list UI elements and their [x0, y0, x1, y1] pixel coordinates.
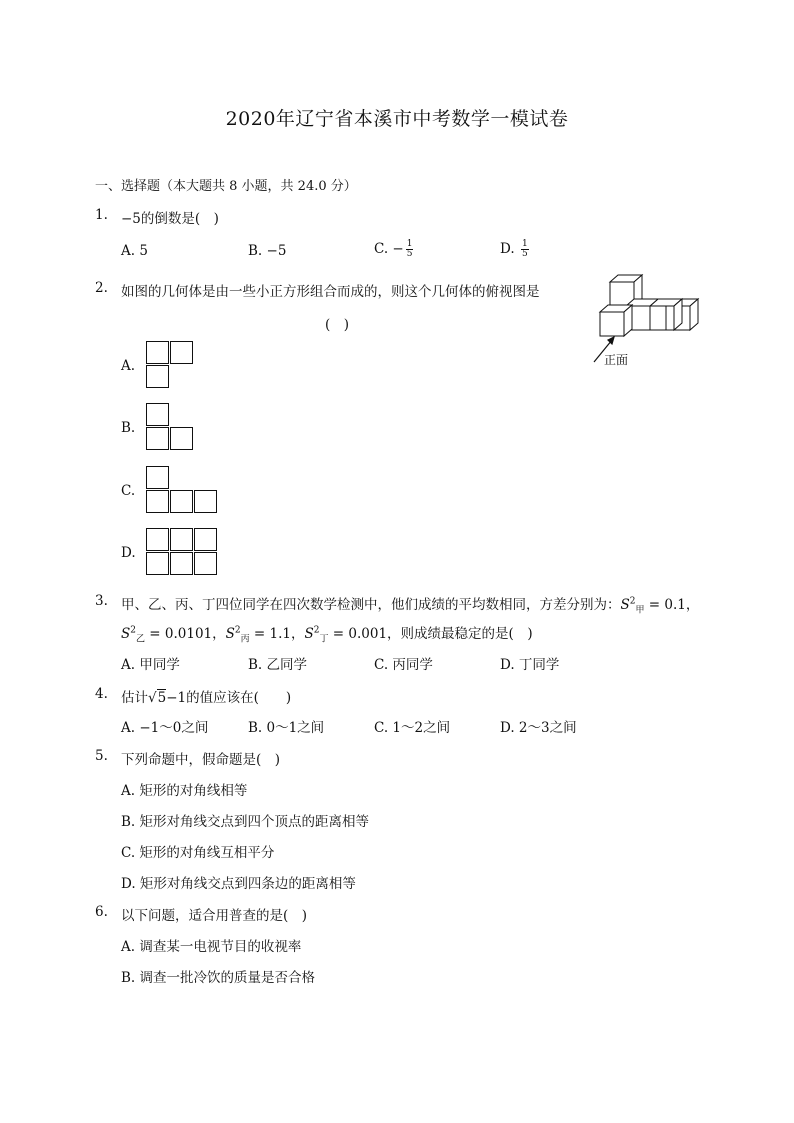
fraction-numerator: 1: [521, 239, 528, 249]
question-text-1: −5的倒数是( ): [121, 211, 219, 227]
variance-sub-yi: 乙: [135, 634, 145, 645]
variance-sub-bing: 丙: [240, 634, 250, 645]
q5-option-c: C. 矩形的对角线互相平分: [121, 845, 275, 861]
q2-option-d-label: D.: [121, 545, 136, 561]
q2-option-b-label: B.: [121, 420, 136, 436]
q4-option-a: A. −1～0之间: [121, 720, 209, 736]
variance-sub-jia: 甲: [635, 605, 645, 616]
q4-option-d: D. 2～3之间: [500, 720, 577, 736]
q4-post: −1的值应该在( ): [166, 690, 292, 706]
q5-option-a: A. 矩形的对角线相等: [121, 783, 248, 799]
q3-option-b: B. 乙同学: [248, 657, 308, 673]
variance-symbol: S: [304, 626, 314, 642]
q1-option-b: B. −5: [248, 243, 287, 259]
variance-exp: 2: [629, 596, 636, 607]
question-number-1: 1.: [95, 207, 108, 223]
question-number-4: 4.: [95, 686, 108, 702]
q4-option-c: C. 1～2之间: [374, 720, 451, 736]
q3-stem: 甲、乙、丙、丁四位同学在四次数学检测中，他们成绩的平均数相同，方差分别为：: [121, 597, 621, 613]
q3-option-c: C. 丙同学: [374, 657, 433, 673]
fraction-denominator: 5: [521, 249, 528, 259]
fraction-denominator: 5: [406, 249, 413, 259]
q6-option-a: A. 调查某一电视节目的收视率: [121, 939, 302, 955]
variance-exp: 2: [130, 625, 136, 636]
section-heading: 一、选择题（本大题共 8 小题，共 24.0 分）: [95, 179, 357, 194]
question-text-4: [121, 686, 291, 706]
question-text-6: 以下问题，适合用普查的是( ): [121, 908, 308, 924]
q1-option-d: [500, 240, 529, 259]
variance-val-yi: = 0.0101，: [145, 626, 226, 642]
variance-symbol: S: [620, 597, 630, 613]
q6-option-b: B. 调查一批冷饮的质量是否合格: [121, 970, 316, 986]
q3-option-d: D. 丁同学: [500, 657, 560, 673]
q1-option-d-fraction: [521, 240, 529, 259]
q1-option-c-prefix: C. −: [374, 241, 404, 257]
variance-symbol: S: [225, 626, 235, 642]
variance-val-jia: = 0.1，: [644, 597, 700, 613]
q3-option-a: A. 甲同学: [121, 657, 180, 673]
q2-option-a-label: A.: [121, 358, 136, 374]
q4-radicand: 5: [157, 690, 167, 706]
question-text-3-line2: [121, 622, 533, 645]
figure-label-front: 正面: [604, 353, 629, 367]
question-number-3: 3.: [95, 593, 108, 609]
q4-option-b: B. 0～1之间: [248, 720, 325, 736]
variance-symbol: S: [121, 626, 131, 642]
question-number-2: 2.: [95, 280, 108, 296]
variance-exp: 2: [234, 625, 241, 636]
q5-option-b: B. 矩形对角线交点到四个顶点的距离相等: [121, 814, 370, 830]
page-title: 2020年辽宁省本溪市中考数学一模试卷: [225, 108, 569, 130]
question-text-5: 下列命题中，假命题是( ): [121, 752, 281, 768]
fraction-numerator: 1: [406, 239, 413, 249]
question-number-6: 6.: [95, 904, 108, 920]
question-number-5: 5.: [95, 748, 108, 764]
q1-option-c-fraction: [406, 240, 414, 259]
q1-option-a: A. 5: [121, 243, 148, 259]
question-text-2: 如图的几何体是由一些小正方形组合而成的，则这个几何体的俯视图是: [121, 284, 540, 300]
q2-option-c-label: C.: [121, 483, 136, 499]
q1-option-d-prefix: D.: [500, 241, 519, 257]
variance-val-bing: = 1.1，: [249, 626, 305, 642]
q4-pre: 估计√: [121, 690, 157, 706]
variance-val-ding: = 0.001，则成绩最稳定的是( ): [328, 626, 533, 642]
question-text-3: [121, 593, 699, 616]
q1-option-c: [374, 240, 413, 259]
variance-sub-ding: 丁: [319, 634, 329, 645]
variance-exp: 2: [313, 625, 320, 636]
q5-option-d: D. 矩形对角线交点到四条边的距离相等: [121, 876, 356, 892]
question-paren-2: ( ): [325, 317, 350, 333]
